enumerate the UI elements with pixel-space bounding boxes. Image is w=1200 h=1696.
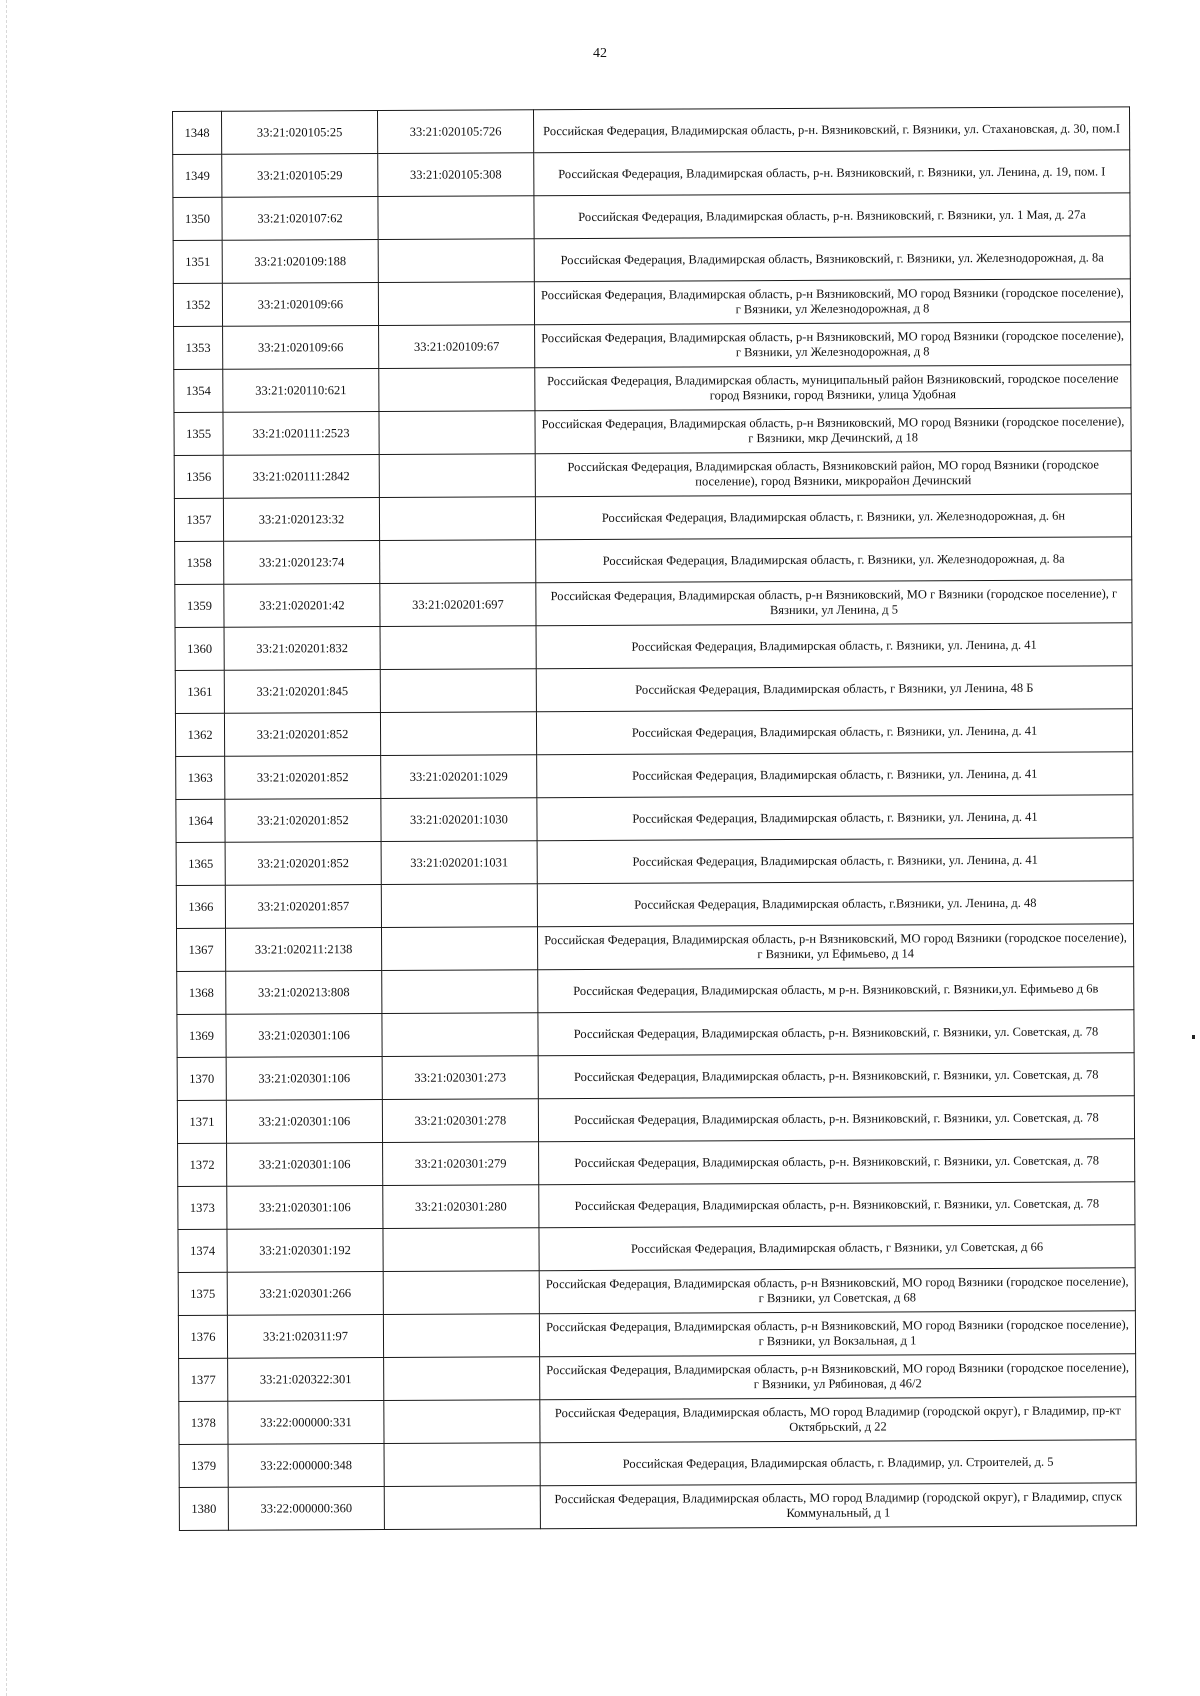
cadastral-number-cell: 33:21:020201:832: [224, 626, 380, 670]
cadastral-number-cell: 33:21:020201:845: [224, 669, 380, 713]
table-row: [177, 1096, 1134, 1144]
object-number-cell: 33:21:020201:1031: [381, 841, 537, 885]
row-number-cell: 1348: [173, 111, 222, 154]
address-cell: Российская Федерация, Владимирская область, р-н. Вязниковский, г. Вязники, ул. Советская, д. 78: [538, 1010, 1134, 1056]
object-number-cell: [383, 1228, 539, 1272]
object-number-cell: [380, 626, 536, 670]
row-number-cell: 1369: [177, 1014, 226, 1057]
address-cell: Российская Федерация, Владимирская область, р-н Вязниковский, МО город Вязники (городское поселение), г Вязники, мкр Дечинский, д 18: [535, 408, 1131, 454]
cadastral-number-cell: 33:21:020123:74: [224, 540, 380, 584]
row-number-cell: 1353: [174, 326, 223, 369]
address-cell: Российская Федерация, Владимирская область, р-н Вязниковский, МО город Вязники (городское поселение), г Вязники, ул Советская, д 68: [539, 1268, 1135, 1314]
cadastral-number-cell: 33:21:020111:2842: [223, 454, 379, 498]
object-number-cell: [382, 970, 538, 1014]
cadastral-number-cell: 33:21:020213:808: [226, 970, 382, 1014]
table-row: [173, 236, 1130, 284]
object-number-cell: [380, 669, 536, 713]
row-number-cell: 1373: [178, 1186, 227, 1229]
address-cell: Российская Федерация, Владимирская область, р-н. Вязниковский, г. Вязники, ул. Советская, д. 78: [538, 1096, 1134, 1142]
address-cell: Российская Федерация, Владимирская область, муниципальный район Вязниковский, городское поселение город Вязники, город Вязники, улица Удобная: [535, 365, 1131, 411]
table-row: [179, 1397, 1136, 1445]
table-row: [176, 838, 1133, 886]
cadastral-number-cell: 33:21:020301:106: [226, 1013, 382, 1057]
table-row: [175, 537, 1132, 585]
table-row: [178, 1139, 1135, 1187]
object-number-cell: 33:21:020301:279: [383, 1142, 539, 1186]
cadastral-number-cell: 33:21:020201:42: [224, 583, 380, 627]
object-number-cell: [384, 1400, 540, 1444]
address-cell: Российская Федерация, Владимирская область, г. Вязники, ул. Железнодорожная, д. 8а: [536, 537, 1132, 583]
object-number-cell: [384, 1443, 540, 1487]
cadastral-number-cell: 33:21:020105:25: [222, 110, 378, 154]
table-row: [176, 795, 1133, 843]
table-row: [175, 666, 1132, 714]
object-number-cell: 33:21:020105:726: [378, 110, 534, 154]
cadastral-number-cell: 33:21:020201:852: [225, 755, 381, 799]
address-cell: Российская Федерация, Владимирская область, р-н. Вязниковский, г. Вязники, ул. Ленина, д. 19, пом. I: [534, 150, 1130, 196]
address-cell: Российская Федерация, Владимирская область, р-н Вязниковский, МО город Вязники (городское поселение), г Вязники, ул Железнодорожная, д 8: [535, 322, 1131, 368]
address-cell: Российская Федерация, Владимирская область, г Вязники, ул Советская, д 66: [539, 1225, 1135, 1271]
cadastral-number-cell: 33:21:020211:2138: [225, 927, 381, 971]
address-cell: Российская Федерация, Владимирская область, г. Вязники, ул. Ленина, д. 41: [537, 795, 1133, 841]
address-cell: Российская Федерация, Владимирская область, г.Вязники, ул. Ленина, д. 48: [537, 881, 1133, 927]
page-number: 42: [593, 46, 607, 61]
table-row: [176, 881, 1133, 929]
address-cell: Российская Федерация, Владимирская область, м р-н. Вязниковский, г. Вязники,ул. Ефимьево д 6в: [538, 967, 1134, 1013]
table-row: [179, 1354, 1136, 1402]
table-row: [176, 752, 1133, 800]
table-row: [173, 193, 1130, 241]
object-number-cell: [380, 712, 536, 756]
address-cell: Российская Федерация, Владимирская область, р-н. Вязниковский, г. Вязники, ул. Советская, д. 78: [539, 1182, 1135, 1228]
object-number-cell: 33:21:020301:278: [382, 1099, 538, 1143]
address-cell: Российская Федерация, Владимирская область, МО город Владимир (городской округ), г Владимир, пр-кт Октябрьский, д 22: [540, 1397, 1136, 1443]
object-number-cell: [379, 497, 535, 541]
cadastral-number-cell: 33:21:020201:852: [224, 712, 380, 756]
address-cell: Российская Федерация, Владимирская область, р-н Вязниковский, МО город Вязники (городское поселение), г Вязники, ул Рябиновая, д 46/2: [540, 1354, 1136, 1400]
row-number-cell: 1355: [174, 412, 223, 455]
table-row: [174, 322, 1131, 370]
row-number-cell: 1367: [176, 928, 225, 971]
registry-body: [173, 107, 1137, 1531]
row-number-cell: 1372: [178, 1143, 227, 1186]
row-number-cell: 1362: [175, 713, 224, 756]
table-row: [174, 451, 1131, 499]
row-number-cell: 1380: [179, 1487, 228, 1530]
address-cell: Российская Федерация, Владимирская область, Вязниковский, г. Вязники, ул. Железнодорожная, д. 8а: [534, 236, 1130, 282]
object-number-cell: [378, 196, 534, 240]
cadastral-number-cell: 33:21:020105:29: [222, 153, 378, 197]
object-number-cell: 33:21:020201:1029: [381, 755, 537, 799]
address-cell: Российская Федерация, Владимирская область, г. Вязники, ул. Ленина, д. 41: [537, 752, 1133, 798]
object-number-cell: 33:21:020109:67: [379, 325, 535, 369]
cadastral-number-cell: 33:21:020109:188: [222, 239, 378, 283]
cadastral-number-cell: 33:21:020201:852: [225, 841, 381, 885]
row-number-cell: 1377: [179, 1358, 228, 1401]
cadastral-number-cell: 33:21:020301:192: [227, 1228, 383, 1272]
object-number-cell: [383, 1314, 539, 1358]
row-number-cell: 1360: [175, 627, 224, 670]
address-cell: Российская Федерация, Владимирская область, р-н Вязниковский, МО город Вязники (городское поселение), г Вязники, ул Вокзальная, д 1: [539, 1311, 1135, 1357]
row-number-cell: 1351: [173, 240, 222, 283]
address-cell: Российская Федерация, Владимирская область, г. Вязники, ул. Ленина, д. 41: [536, 623, 1132, 669]
object-number-cell: [379, 454, 535, 498]
address-cell: Российская Федерация, Владимирская область, Вязниковский район, МО город Вязники (городское поселение), город Вязники, микрорайон Дечинский: [535, 451, 1131, 497]
address-cell: Российская Федерация, Владимирская область, г. Вязники, ул. Ленина, д. 41: [537, 838, 1133, 884]
table-row: [175, 580, 1132, 628]
object-number-cell: [379, 411, 535, 455]
table-row: [173, 279, 1130, 327]
registry-table: [172, 106, 1137, 1531]
object-number-cell: 33:21:020105:308: [378, 153, 534, 197]
object-number-cell: [380, 540, 536, 584]
table-row: [177, 967, 1134, 1015]
table-row: [175, 623, 1132, 671]
object-number-cell: [383, 1271, 539, 1315]
address-cell: Российская Федерация, Владимирская область, р-н Вязниковский, МО город Вязники (городское поселение), г Вязники, ул Ефимьево, д 14: [537, 924, 1133, 970]
table-row: [174, 494, 1131, 542]
row-number-cell: 1376: [178, 1315, 227, 1358]
cadastral-number-cell: 33:21:020301:106: [226, 1056, 382, 1100]
object-number-cell: 33:21:020301:273: [382, 1056, 538, 1100]
row-number-cell: 1359: [175, 584, 224, 627]
object-number-cell: 33:21:020201:697: [380, 583, 536, 627]
cadastral-number-cell: 33:21:020301:266: [227, 1271, 383, 1315]
cadastral-number-cell: 33:21:020109:66: [222, 282, 378, 326]
table-row: [179, 1440, 1136, 1488]
object-number-cell: [382, 1013, 538, 1057]
table-row: [177, 1010, 1134, 1058]
scan-mark: [1192, 1035, 1195, 1039]
object-number-cell: [381, 884, 537, 928]
table-row: [179, 1483, 1136, 1531]
row-number-cell: 1371: [177, 1100, 226, 1143]
object-number-cell: 33:21:020301:280: [383, 1185, 539, 1229]
object-number-cell: [378, 282, 534, 326]
row-number-cell: 1349: [173, 154, 222, 197]
table-row: [173, 107, 1130, 155]
row-number-cell: 1350: [173, 197, 222, 240]
cadastral-number-cell: 33:22:000000:348: [228, 1443, 384, 1487]
row-number-cell: 1366: [176, 885, 225, 928]
table-row: [177, 1053, 1134, 1101]
row-number-cell: 1356: [174, 455, 223, 498]
row-number-cell: 1365: [176, 842, 225, 885]
address-cell: Российская Федерация, Владимирская область, г. Вязники, ул. Железнодорожная, д. 6н: [535, 494, 1131, 540]
table-row: [176, 924, 1133, 972]
cadastral-number-cell: 33:21:020123:32: [223, 497, 379, 541]
table-row: [178, 1225, 1135, 1273]
cadastral-number-cell: 33:21:020109:66: [223, 325, 379, 369]
address-cell: Российская Федерация, Владимирская область, р-н. Вязниковский, г. Вязники, ул. Стахановская, д. 30, пом.I: [533, 107, 1129, 153]
row-number-cell: 1374: [178, 1229, 227, 1272]
table-row: [178, 1182, 1135, 1230]
cadastral-number-cell: 33:22:000000:360: [228, 1486, 384, 1530]
row-number-cell: 1378: [179, 1401, 228, 1444]
cadastral-number-cell: 33:21:020322:301: [228, 1357, 384, 1401]
object-number-cell: [384, 1486, 540, 1530]
table-row: [178, 1268, 1135, 1316]
address-cell: Российская Федерация, Владимирская область, р-н Вязниковский, МО г Вязники (городское поселение), г Вязники, ул Ленина, д 5: [536, 580, 1132, 626]
scan-edge: [6, 0, 7, 1696]
row-number-cell: 1375: [178, 1272, 227, 1315]
cadastral-number-cell: 33:21:020301:106: [227, 1142, 383, 1186]
cadastral-number-cell: 33:21:020111:2523: [223, 411, 379, 455]
table-row: [174, 365, 1131, 413]
object-number-cell: [381, 927, 537, 971]
row-number-cell: 1370: [177, 1057, 226, 1100]
table-row: [174, 408, 1131, 456]
object-number-cell: [378, 239, 534, 283]
cadastral-number-cell: 33:21:020301:106: [227, 1185, 383, 1229]
cadastral-number-cell: 33:21:020110:621: [223, 368, 379, 412]
table-row: [178, 1311, 1135, 1359]
row-number-cell: 1354: [174, 369, 223, 412]
row-number-cell: 1361: [175, 670, 224, 713]
address-cell: Российская Федерация, Владимирская область, р-н. Вязниковский, г. Вязники, ул. Советская, д. 78: [538, 1053, 1134, 1099]
cadastral-number-cell: 33:21:020301:106: [226, 1099, 382, 1143]
object-number-cell: 33:21:020201:1030: [381, 798, 537, 842]
address-cell: Российская Федерация, Владимирская область, г Вязники, ул Ленина, 48 Б: [536, 666, 1132, 712]
address-cell: Российская Федерация, Владимирская область, г. Вязники, ул. Ленина, д. 41: [536, 709, 1132, 755]
cadastral-number-cell: 33:21:020201:857: [225, 884, 381, 928]
cadastral-number-cell: 33:21:020201:852: [225, 798, 381, 842]
row-number-cell: 1363: [176, 756, 225, 799]
row-number-cell: 1358: [175, 541, 224, 584]
object-number-cell: [384, 1357, 540, 1401]
object-number-cell: [379, 368, 535, 412]
address-cell: Российская Федерация, Владимирская область, р-н. Вязниковский, г. Вязники, ул. Советская, д. 78: [539, 1139, 1135, 1185]
address-cell: Российская Федерация, Владимирская область, р-н. Вязниковский, г. Вязники, ул. 1 Мая, д. 27а: [534, 193, 1130, 239]
address-cell: Российская Федерация, Владимирская область, г. Владимир, ул. Строителей, д. 5: [540, 1440, 1136, 1486]
row-number-cell: 1357: [174, 498, 223, 541]
cadastral-number-cell: 33:22:000000:331: [228, 1400, 384, 1444]
cadastral-number-cell: 33:21:020107:62: [222, 196, 378, 240]
row-number-cell: 1364: [176, 799, 225, 842]
cadastral-number-cell: 33:21:020311:97: [227, 1314, 383, 1358]
table-row: [173, 150, 1130, 198]
row-number-cell: 1368: [177, 971, 226, 1014]
row-number-cell: 1379: [179, 1444, 228, 1487]
address-cell: Российская Федерация, Владимирская область, р-н Вязниковский, МО город Вязники (городское поселение), г Вязники, ул Железнодорожная, д 8: [534, 279, 1130, 325]
table-row: [175, 709, 1132, 757]
row-number-cell: 1352: [173, 283, 222, 326]
address-cell: Российская Федерация, Владимирская область, МО город Владимир (городской округ), г Владимир, спуск Коммунальный, д 1: [540, 1483, 1136, 1529]
